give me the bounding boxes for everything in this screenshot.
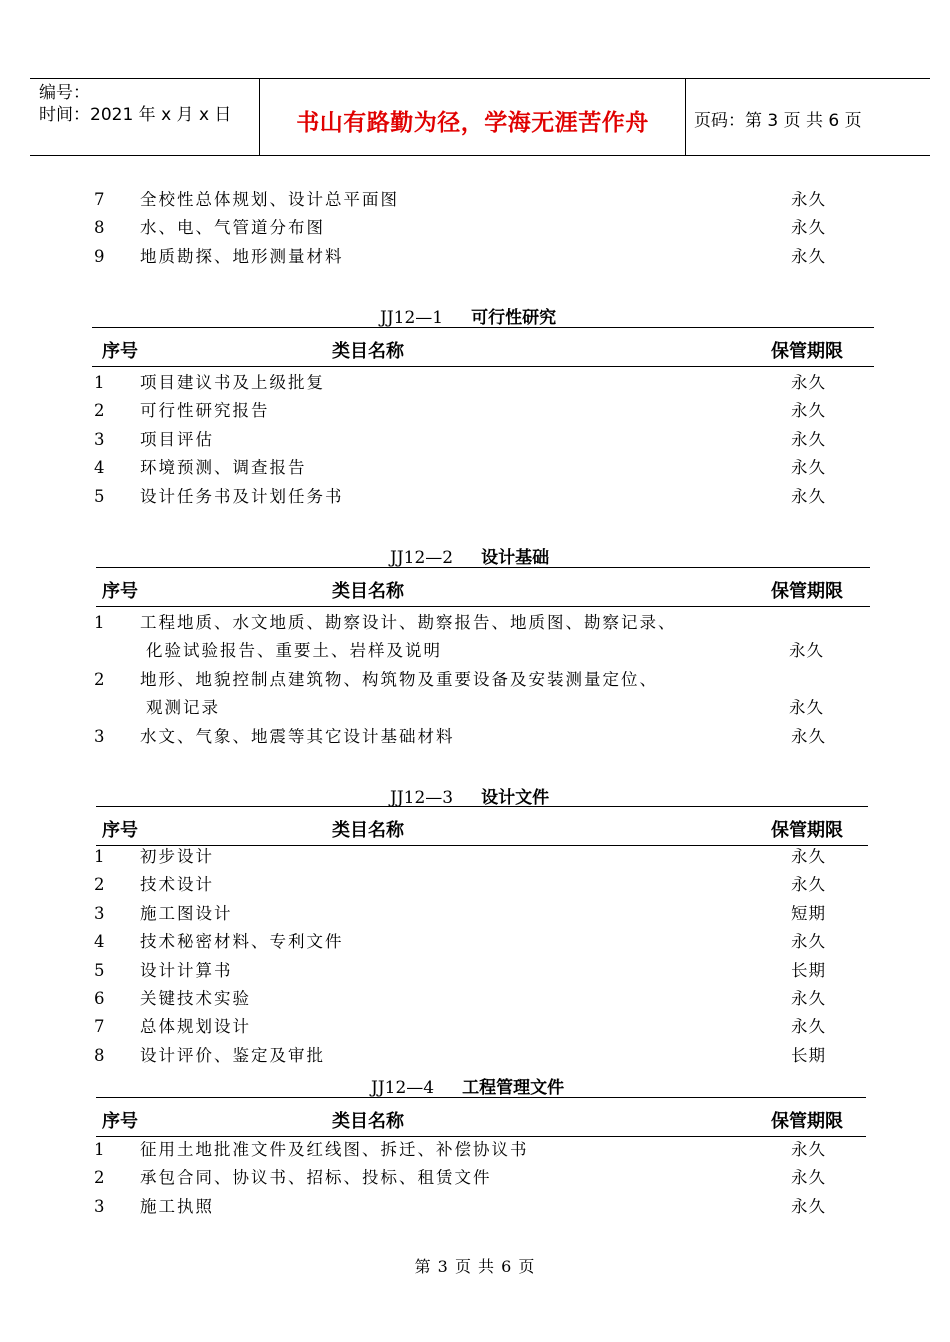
- item-number: 3: [94, 1197, 105, 1216]
- item-term: 永久: [789, 698, 824, 717]
- item-number: 1: [94, 613, 105, 632]
- section-name: 工程管理文件: [462, 1078, 565, 1098]
- item-term: 永久: [791, 247, 826, 266]
- item-term: 永久: [791, 190, 826, 209]
- item-term: 长期: [791, 1046, 826, 1065]
- item-name: 施工执照: [140, 1197, 214, 1216]
- header-motto: 书山有路勤为径，学海无涯苦作舟: [296, 110, 649, 136]
- item-name: 项目评估: [140, 430, 214, 449]
- item-term: 永久: [789, 641, 824, 660]
- section-code: JJ12—3: [390, 788, 454, 808]
- section-name: 可行性研究: [471, 308, 557, 328]
- item-name: 可行性研究报告: [140, 401, 270, 420]
- item-number: 9: [94, 247, 105, 266]
- section-name: 设计文件: [481, 788, 550, 808]
- item-name: 施工图设计: [140, 904, 233, 923]
- item-number: 2: [94, 1168, 105, 1187]
- item-term: 永久: [791, 1168, 826, 1187]
- header-meta: [39, 82, 231, 126]
- item-number: 1: [94, 373, 105, 392]
- section-code: JJ12—4: [371, 1078, 435, 1098]
- header-name: 类目名称: [332, 820, 404, 841]
- section-title: [390, 783, 549, 808]
- item-number: 2: [94, 670, 105, 689]
- item-number: 8: [94, 1046, 105, 1065]
- document-time: 时间：2021 年 x 月 x 日: [39, 105, 232, 125]
- item-number: 5: [94, 487, 105, 506]
- table-header: [96, 806, 868, 846]
- item-number: 1: [94, 1140, 105, 1159]
- header-number: 序号: [102, 581, 138, 602]
- item-number: 4: [94, 458, 105, 477]
- item-number: 7: [94, 1017, 105, 1036]
- header-term: 保管期限: [771, 1111, 843, 1132]
- header-term: 保管期限: [771, 581, 843, 602]
- item-name: 设计计算书: [140, 961, 233, 980]
- table-header: [96, 1097, 866, 1137]
- item-name-continued: 观测记录: [146, 698, 220, 717]
- item-name: 征用土地批准文件及红线图、拆迁、补偿协议书: [140, 1140, 529, 1159]
- item-term: 永久: [791, 1197, 826, 1216]
- header-name: 类目名称: [332, 341, 404, 362]
- section-title: [371, 1073, 564, 1098]
- item-term: 长期: [791, 961, 826, 980]
- header-name: 类目名称: [332, 581, 404, 602]
- item-name: 承包合同、协议书、招标、投标、租赁文件: [140, 1168, 492, 1187]
- item-term: 永久: [791, 487, 826, 506]
- item-term: 永久: [791, 218, 826, 237]
- item-number: 7: [94, 190, 105, 209]
- item-name: 全校性总体规划、设计总平面图: [140, 190, 399, 209]
- section-title: [390, 543, 549, 568]
- item-number: 4: [94, 932, 105, 951]
- item-number: 3: [94, 727, 105, 746]
- header-page-number: 页码：第 3 页 共 6 页: [694, 111, 862, 131]
- item-term: 永久: [791, 1140, 826, 1159]
- item-name: 水、电、气管道分布图: [140, 218, 325, 237]
- header-number: 序号: [102, 1111, 138, 1132]
- document-number: 编号：: [39, 83, 90, 103]
- item-name: 水文、气象、地震等其它设计基础材料: [140, 727, 455, 746]
- item-number: 2: [94, 401, 105, 420]
- item-name: 总体规划设计: [140, 1017, 251, 1036]
- item-term: 永久: [791, 875, 826, 894]
- item-term: 永久: [791, 727, 826, 746]
- item-term: 永久: [791, 847, 826, 866]
- item-number: 5: [94, 961, 105, 980]
- header-number: 序号: [102, 820, 138, 841]
- header-term: 保管期限: [771, 820, 843, 841]
- item-number: 8: [94, 218, 105, 237]
- header-name: 类目名称: [332, 1111, 404, 1132]
- item-name: 初步设计: [140, 847, 214, 866]
- section-code: JJ12—2: [390, 548, 454, 568]
- item-name: 工程地质、水文地质、勘察设计、勘察报告、地质图、勘察记录、: [140, 613, 677, 632]
- item-term: 永久: [791, 989, 826, 1008]
- item-term: 永久: [791, 458, 826, 477]
- item-term: 永久: [791, 932, 826, 951]
- item-number: 2: [94, 875, 105, 894]
- item-term: 短期: [791, 904, 826, 923]
- page-header: [30, 78, 930, 156]
- item-name: 设计评价、鉴定及审批: [140, 1046, 325, 1065]
- item-name: 地质勘探、地形测量材料: [140, 247, 344, 266]
- table-header: [92, 327, 874, 367]
- item-name: 技术设计: [140, 875, 214, 894]
- item-name: 设计任务书及计划任务书: [140, 487, 344, 506]
- table-header: [96, 567, 870, 607]
- item-number: 3: [94, 904, 105, 923]
- item-term: 永久: [791, 373, 826, 392]
- item-term: 永久: [791, 401, 826, 420]
- item-name-continued: 化验试验报告、重要土、岩样及说明: [146, 641, 442, 660]
- section-name: 设计基础: [481, 548, 550, 568]
- item-name: 关键技术实验: [140, 989, 251, 1008]
- item-number: 3: [94, 430, 105, 449]
- section-title: [380, 303, 556, 328]
- item-number: 1: [94, 847, 105, 866]
- header-number: 序号: [102, 341, 138, 362]
- item-name: 地形、地貌控制点建筑物、构筑物及重要设备及安装测量定位、: [140, 670, 658, 689]
- item-name: 环境预测、调查报告: [140, 458, 307, 477]
- page-footer: 第 3 页 共 6 页: [414, 1257, 536, 1276]
- item-term: 永久: [791, 430, 826, 449]
- item-number: 6: [94, 989, 105, 1008]
- section-code: JJ12—1: [380, 308, 444, 328]
- header-term: 保管期限: [771, 341, 843, 362]
- item-name: 项目建议书及上级批复: [140, 373, 325, 392]
- header-divider: [685, 79, 686, 155]
- item-term: 永久: [791, 1017, 826, 1036]
- item-name: 技术秘密材料、专利文件: [140, 932, 344, 951]
